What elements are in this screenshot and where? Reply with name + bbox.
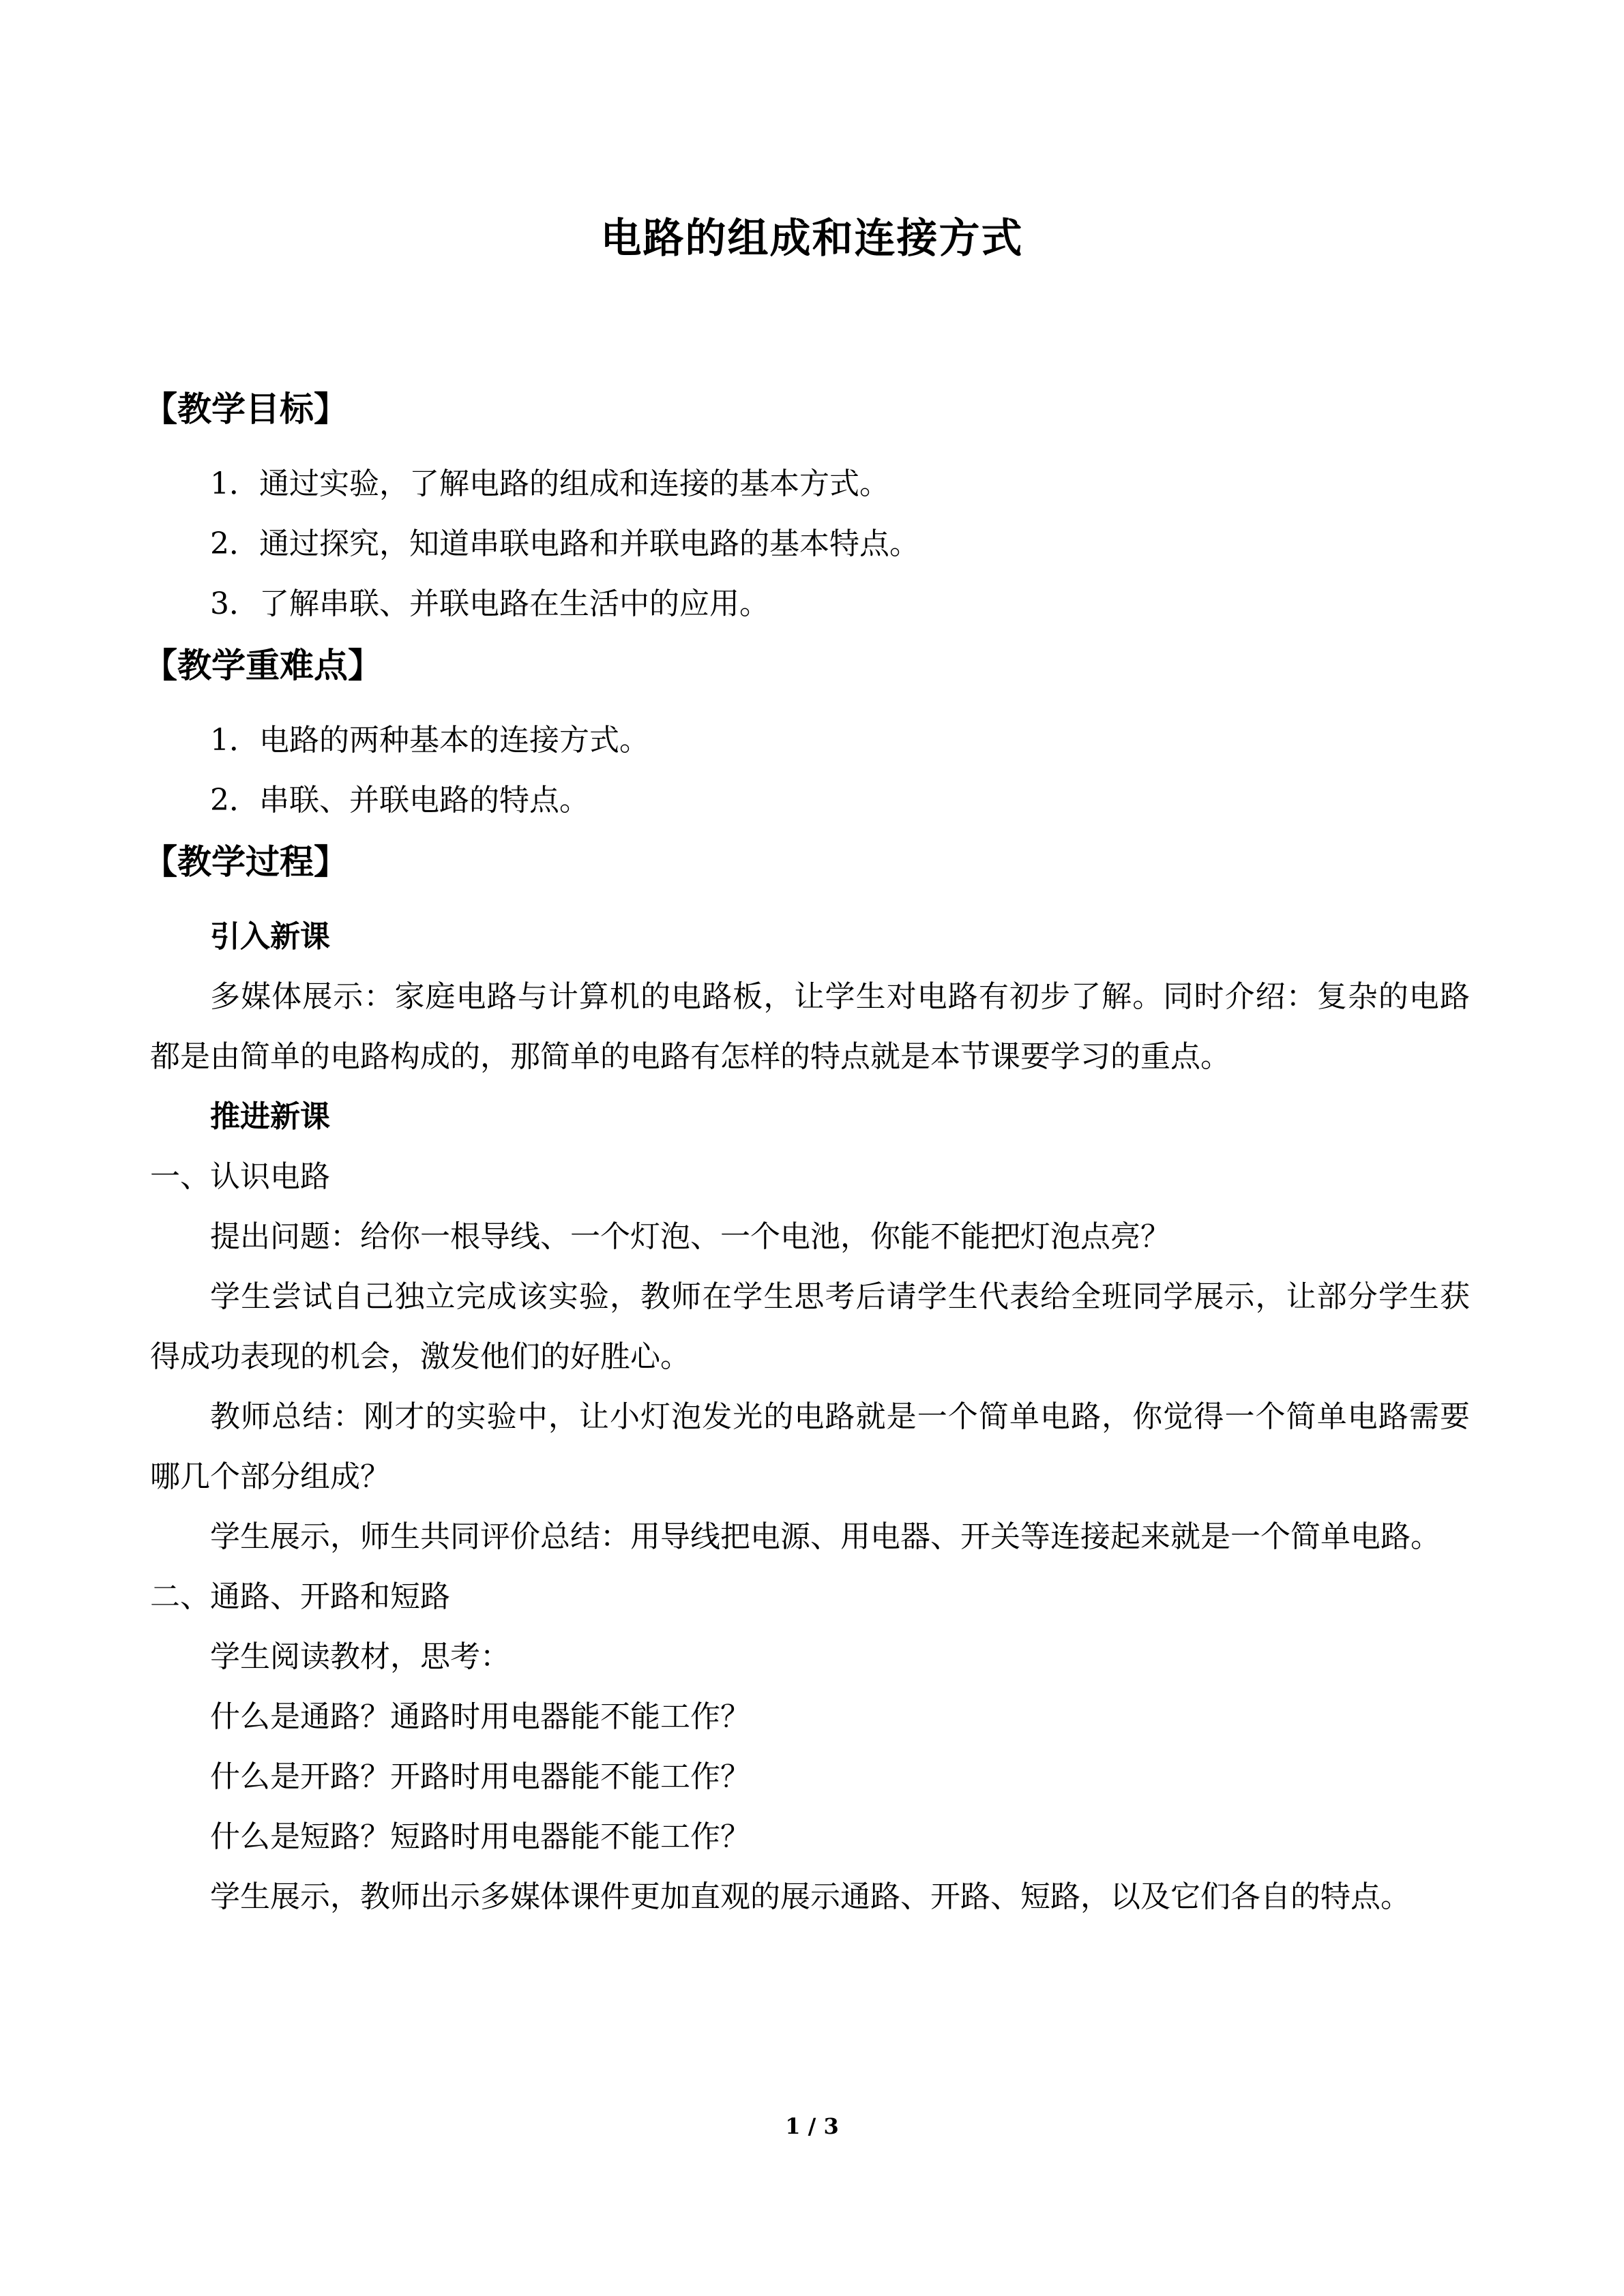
paragraph-reading: 学生阅读教材，思考： (210, 1639, 510, 1674)
key-point-item-2: 2．串联、并联电路的特点。 (210, 783, 589, 818)
key-point-item-1: 1．电路的两种基本的连接方式。 (210, 723, 649, 758)
document-body (143, 382, 1470, 1927)
section-heading-key-points: 【教学重难点】 (143, 645, 382, 685)
objective-item-3: 3．了解串联、并联电路在生活中的应用。 (210, 586, 769, 621)
paragraph-question: 提出问题：给你一根导线、一个灯泡、一个电池，你能不能把灯泡点亮？ (210, 1219, 1170, 1254)
document-title: 电路的组成和连接方式 (600, 215, 1024, 263)
paragraph-question-open-circuit: 什么是开路？开路时用电器能不能工作？ (210, 1759, 750, 1794)
heading-part-two: 二、通路、开路和短路 (150, 1579, 450, 1614)
section-heading-objectives: 【教学目标】 (143, 389, 348, 429)
paragraph-student-experiment: 学生尝试自己独立完成该实验，教师在学生思考后请学生代表给全班同学展示，让部分学生获得成功表现的机会，激发他们的好胜心。 (150, 1279, 1470, 1374)
paragraph-question-closed-circuit: 什么是通路？通路时用电器能不能工作？ (210, 1699, 750, 1734)
paragraph-introduction: 多媒体展示：家庭电路与计算机的电路板，让学生对电路有初步了解。同时介绍：复杂的电路都是由简单的电路构成的，那简单的电路有怎样的特点就是本节课要学习的重点。 (150, 979, 1470, 1074)
paragraph-question-short-circuit: 什么是短路？短路时用电器能不能工作？ (210, 1819, 750, 1854)
subheading-introduction: 引入新课 (210, 919, 330, 954)
paragraph-multimedia-demo: 学生展示，教师出示多媒体课件更加直观的展示通路、开路、短路，以及它们各自的特点。 (210, 1879, 1411, 1914)
page-number: 1 / 3 (785, 2113, 839, 2139)
section-heading-process: 【教学过程】 (143, 841, 348, 882)
paragraph-teacher-summary: 教师总结：刚才的实验中，让小灯泡发光的电路就是一个简单电路，你觉得一个简单电路需要哪几个部分组成？ (150, 1399, 1470, 1494)
paragraph-evaluation: 学生展示，师生共同评价总结：用导线把电源、用电器、开关等连接起来就是一个简单电路。 (210, 1519, 1441, 1554)
objective-item-2: 2．通过探究，知道串联电路和并联电路的基本特点。 (210, 526, 919, 561)
heading-part-one: 一、认识电路 (150, 1159, 330, 1194)
subheading-new-lesson: 推进新课 (210, 1099, 330, 1134)
objective-item-1: 1．通过实验，了解电路的组成和连接的基本方式。 (210, 466, 889, 501)
